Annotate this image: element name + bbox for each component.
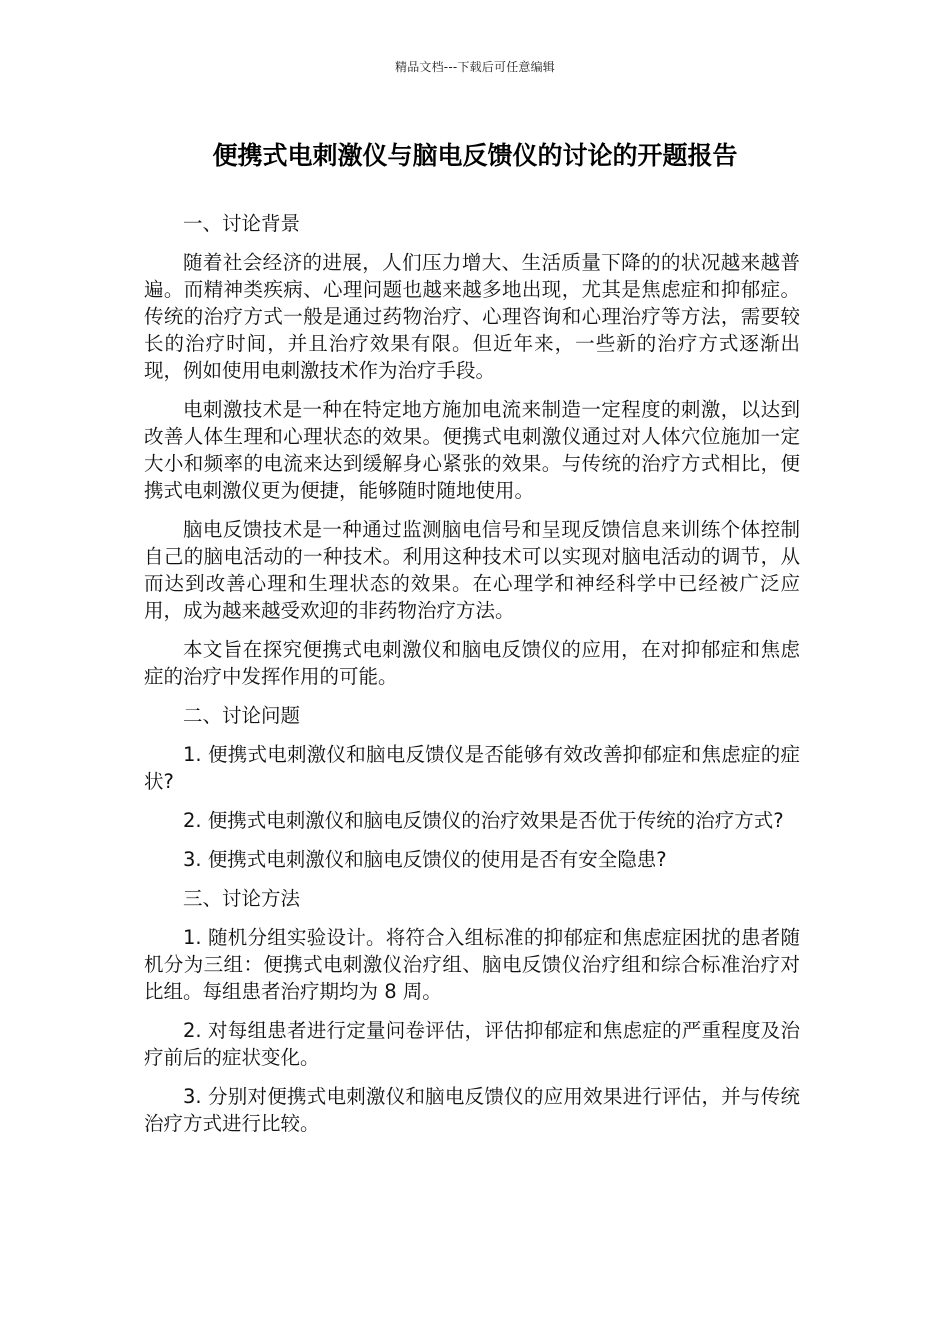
question-item: 2. 便携式电刺激仪和脑电反馈仪的治疗效果是否优于传统的治疗方式? — [183, 809, 784, 832]
section-heading: 一、讨论背景 — [183, 212, 301, 235]
section-questions — [144, 702, 800, 873]
method-item: 1. 随机分组实验设计。将符合入组标准的抑郁症和焦虑症困扰的患者随机分为三组：便携式电刺激仪治疗组、脑电反馈仪治疗组和综合标准治疗对比组。每组患者治疗期均为 8 周。 — [144, 926, 800, 1003]
section-heading: 三、讨论方法 — [183, 887, 301, 910]
paragraph: 电刺激技术是一种在特定地方施加电流来制造一定程度的刺激，以达到改善人体生理和心理状态的效果。便携式电刺激仪通过对人体穴位施加一定大小和频率的电流来达到缓解身心紧张的效果。与传统的治疗方式相比，便携式电刺激仪更为便捷，能够随时随地使用。 — [144, 398, 800, 502]
section-methods — [144, 885, 800, 1137]
question-item: 3. 便携式电刺激仪和脑电反馈仪的使用是否有安全隐患? — [183, 848, 667, 871]
method-item: 2. 对每组患者进行定量问卷评估，评估抑郁症和焦虑症的严重程度及治疗前后的症状变化。 — [144, 1019, 800, 1069]
paragraph: 随着社会经济的进展，人们压力增大、生活质量下降的的状况越来越普遍。而精神类疾病、心理问题也越来越多地出现，尤其是焦虑症和抑郁症。传统的治疗方式一般是通过药物治疗、心理咨询和心理治疗等方法，需要较长的治疗时间，并且治疗效果有限。但近年来，一些新的治疗方式逐渐出现，例如使用电刺激技术作为治疗手段。 — [144, 251, 800, 382]
paragraph: 脑电反馈技术是一种通过监测脑电信号和呈现反馈信息来训练个体控制自己的脑电活动的一种技术。利用这种技术可以实现对脑电活动的调节，从而达到改善心理和生理状态的效果。在心理学和神经科学中已经被广泛应用，成为越来越受欢迎的非药物治疗方法。 — [144, 518, 800, 622]
paragraph: 本文旨在探究便携式电刺激仪和脑电反馈仪的应用，在对抑郁症和焦虑症的治疗中发挥作用的可能。 — [144, 638, 800, 688]
section-background — [144, 210, 800, 690]
document-body — [144, 210, 800, 1149]
document-title: 便携式电刺激仪与脑电反馈仪的讨论的开题报告 — [212, 141, 738, 170]
method-item: 3. 分别对便携式电刺激仪和脑电反馈仪的应用效果进行评估，并与传统治疗方式进行比较。 — [144, 1085, 800, 1135]
question-item: 1. 便携式电刺激仪和脑电反馈仪是否能够有效改善抑郁症和焦虑症的症状? — [144, 743, 800, 793]
header-note: 精品文档---下载后可任意编辑 — [395, 60, 555, 74]
section-heading: 二、讨论问题 — [183, 704, 301, 727]
